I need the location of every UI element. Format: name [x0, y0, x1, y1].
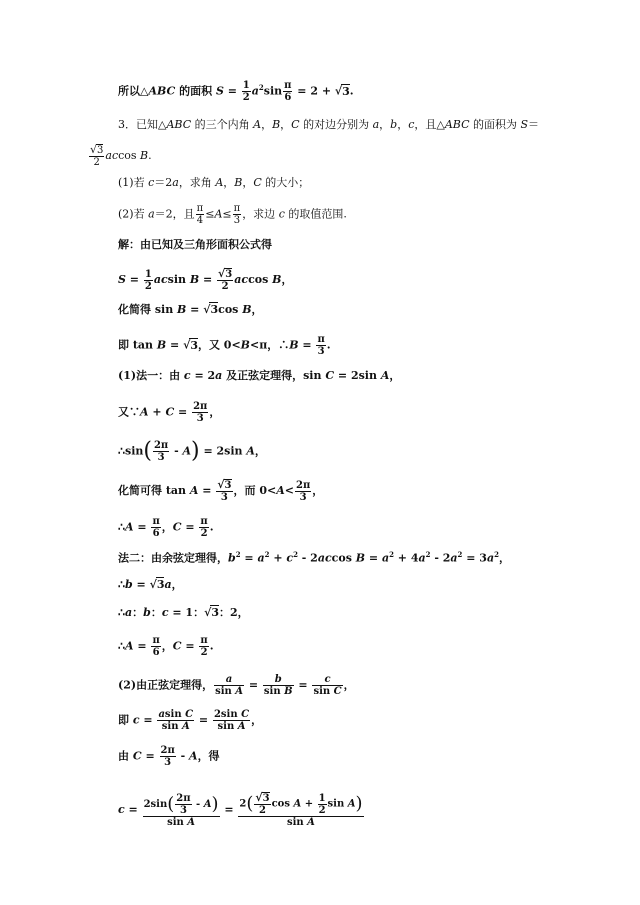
solution-step-3: 即 tan B = √3，又 0<B<π，∴B = $\frac{\pi}{3}$ .: [118, 334, 331, 357]
question-3-stem-cont: $\frac{√3}{2}$ accos B.: [90, 143, 152, 168]
part-1-method-2-result: ∴A = $\frac{\pi}{6}$ ，C = $\frac{\pi}{2}$ .: [118, 635, 214, 658]
question-3-stem: 3．已知△ABC 的三个内角 A，B，C 的对边分别为 a，b，c，且△ABC 的面积为 S＝: [118, 118, 540, 131]
line-area-result: 所以△ABC 的面积 S = $\frac{1}{2}$ $a^2\sin$ $\frac{\pi}{6}$ = 2 + √3.: [118, 80, 354, 103]
part-1-method-2-line-2: ∴b = √3a，: [118, 578, 183, 591]
part-1-method-2-line-1: 法二：由余弦定理得，$b^2 = a^2 + c^2 - 2accos$ $B = a^2 + 4a^2 - 2a^2 = 3a^2$，: [118, 550, 510, 565]
part-1-method-1-line-2: 又∵A + C = $\frac{2\pi}{3}$ ，: [118, 401, 221, 424]
part-2-line-2: 即 c = $\frac{\text{asin C}}{\text{sin A}}$ = $\frac{\text{2sin C}}{\text{sin A}}$ ，: [118, 709, 263, 732]
part-1-method-1-line-3: ∴sin( $\frac{2\pi}{3}$ - A) = 2sin A，: [118, 438, 266, 464]
part-2-line-4: c = 2sin( $\frac{2\pi}{3}$ - A) sin A = 2( $\frac{√3}{2}$ cos A + $\frac{1}{2}$ sin A) sin A: [118, 791, 363, 828]
question-3-part-1: (1)若 c＝2a，求角 A，B，C 的大小；: [118, 176, 310, 189]
part-1-method-1-line-4: 化简可得 tan A = $\frac{√3}{3}$ ，而 0<A< $\frac{2\pi}{3}$ ，: [118, 478, 324, 503]
part-2-line-1: (2)由正弦定理得， $\frac{a}{\text{sin A}}$ = $\frac{b}{\text{sin B}}$ = $\frac{c}{\text{sin C}}$ ，: [118, 674, 355, 697]
question-3-part-2: (2)若 a＝2，且 $\frac{\pi}{4}$ ≤A≤ $\frac{\pi}{3}$ ，求边 c 的取值范围.: [118, 203, 347, 226]
part-2-line-3: 由 C = $\frac{2\pi}{3}$ - A，得: [118, 745, 220, 768]
solution-step-1: S = $\frac{1}{2}$ acsin B = $\frac{√3}{2}$ accos B，: [118, 267, 293, 292]
part-1-method-2-line-3: ∴a：b：c = 1：√3：2，: [118, 606, 249, 619]
solution-step-2: 化简得 sin B = √3cos B，: [118, 303, 263, 316]
part-1-method-1-line-1: (1)法一：由 c = 2a 及正弦定理得，sin C = 2sin A，: [118, 369, 401, 382]
part-1-method-1-result: ∴A = $\frac{\pi}{6}$ ，C = $\frac{\pi}{2}$ .: [118, 516, 214, 539]
solution-heading: 解：由已知及三角形面积公式得: [118, 238, 272, 251]
